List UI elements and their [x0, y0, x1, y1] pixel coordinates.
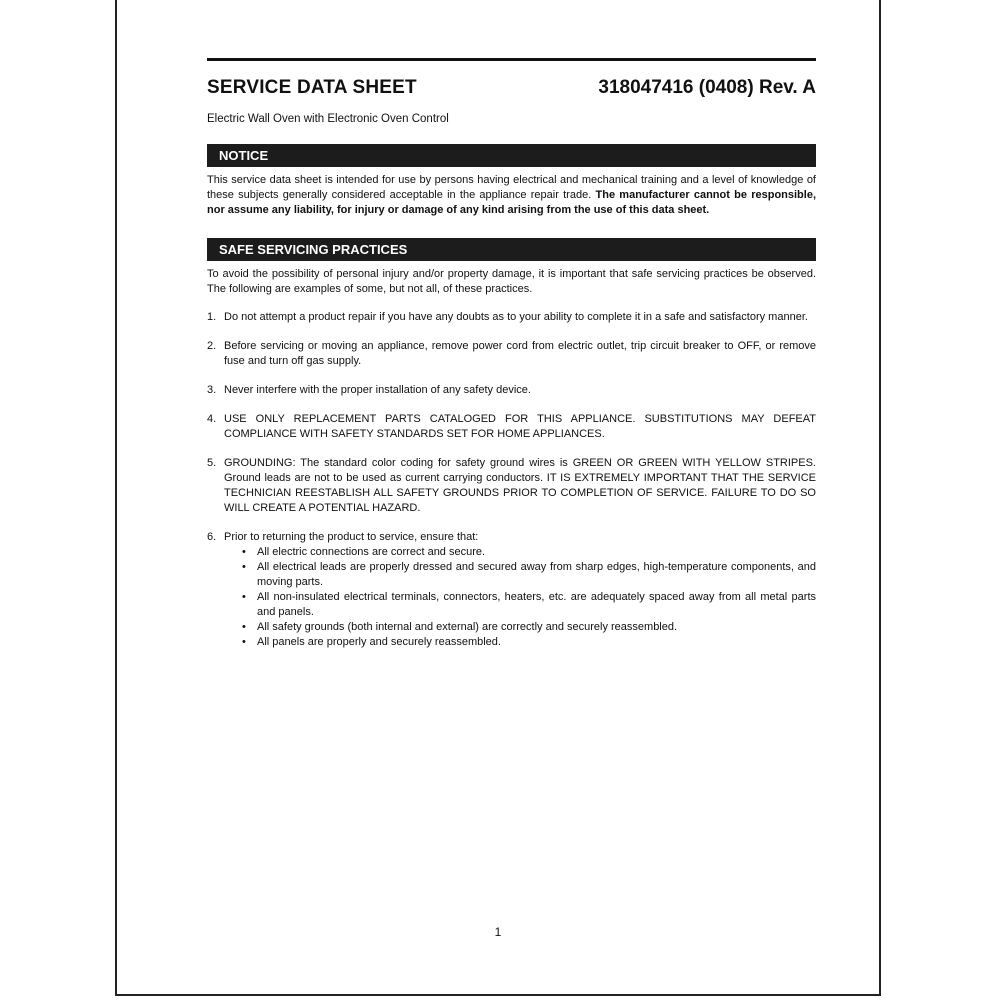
bullet-icon: •: [242, 561, 246, 573]
page-content: [207, 58, 816, 664]
item-number: 6.: [207, 531, 217, 543]
bullet-icon: •: [242, 546, 246, 558]
notice-heading: NOTICE: [207, 144, 816, 167]
item-text: USE ONLY REPLACEMENT PARTS CATALOGED FOR THIS APPLIANCE. SUBSTITUTIONS MAY DEFEAT COMPLIANCE WITH SAFETY STANDARDS SET FOR HOME APPLIANCES.: [224, 413, 816, 440]
notice-text: This service data sheet is intended for use by persons having electrical and mechanical training and a level of knowledge of these subjects generally considered acceptable in the appliance repair trade.: [207, 174, 816, 201]
notice-paragraph: [207, 173, 816, 218]
item-text: Do not attempt a product repair if you have any doubts as to your ability to complete it in a safe and satisfactory manner.: [224, 311, 808, 323]
list-item: [207, 339, 816, 369]
item-number: 5.: [207, 457, 217, 469]
item-text: Never interfere with the proper installation of any safety device.: [224, 384, 531, 396]
page-number: 1: [494, 925, 502, 939]
document-number: 318047416 (0408) Rev. A: [598, 77, 816, 98]
checklist-item: [242, 590, 816, 620]
checklist-text: All panels are properly and securely reassembled.: [257, 636, 501, 648]
bullet-icon: •: [242, 591, 246, 603]
item-number: 4.: [207, 413, 217, 425]
checklist-text: All non-insulated electrical terminals, connectors, heaters, etc. are adequately spaced away from all metal parts and panels.: [257, 591, 816, 618]
item-text: Prior to returning the product to service, ensure that:: [224, 531, 479, 543]
bullet-icon: •: [242, 636, 246, 648]
checklist-item: [242, 635, 816, 650]
checklist-item: [242, 620, 816, 635]
checklist: [224, 545, 816, 650]
checklist-text: All safety grounds (both internal and external) are correctly and securely reassembled.: [257, 621, 678, 633]
subtitle: Electric Wall Oven with Electronic Oven Control: [207, 113, 449, 125]
item-text: GROUNDING: The standard color coding for safety ground wires is GREEN OR GREEN WITH YELLOW STRIPES. Ground leads are not to be used as current carrying conductors. IT IS EXTREMELY IMPORTANT THAT THE SERVICE TECHNICIAN REESTABLISH ALL SAFETY GROUNDS PRIOR TO COMPLETION OF SERVICE. FAILURE TO DO SO WILL CREATE A POTENTIAL HAZARD.: [224, 457, 816, 514]
item-number: 3.: [207, 384, 217, 396]
list-item: [207, 383, 816, 398]
document-page: [115, 0, 881, 996]
list-item: [207, 530, 816, 650]
item-number: 2.: [207, 340, 217, 352]
list-item: [207, 456, 816, 516]
top-rule: [207, 58, 816, 61]
list-item: [207, 310, 816, 325]
practices-list: [207, 310, 816, 650]
title-row: [207, 77, 816, 99]
item-text: Before servicing or moving an appliance, remove power cord from electric outlet, trip circuit breaker to OFF, or remove fuse and turn off gas supply.: [224, 340, 816, 367]
safe-practices-intro: To avoid the possibility of personal injury and/or property damage, it is important that safe servicing practices be observed. The following are examples of some, but not all, of these practices.: [207, 268, 816, 295]
checklist-text: All electric connections are correct and secure.: [257, 546, 486, 558]
bullet-icon: •: [242, 621, 246, 633]
item-number: 1.: [207, 311, 217, 323]
page-title: SERVICE DATA SHEET: [207, 77, 417, 98]
checklist-item: [242, 560, 816, 590]
checklist-item: [242, 545, 816, 560]
notice-bold-text: The manufacturer cannot be responsible, nor assume any liability, for injury or damage of any kind arising from the use of this data sheet.: [207, 189, 817, 216]
list-item: [207, 412, 816, 442]
checklist-text: All electrical leads are properly dressed and secured away from sharp edges, high-temperature components, and moving parts.: [257, 561, 816, 588]
safe-practices-heading: SAFE SERVICING PRACTICES: [207, 238, 816, 261]
